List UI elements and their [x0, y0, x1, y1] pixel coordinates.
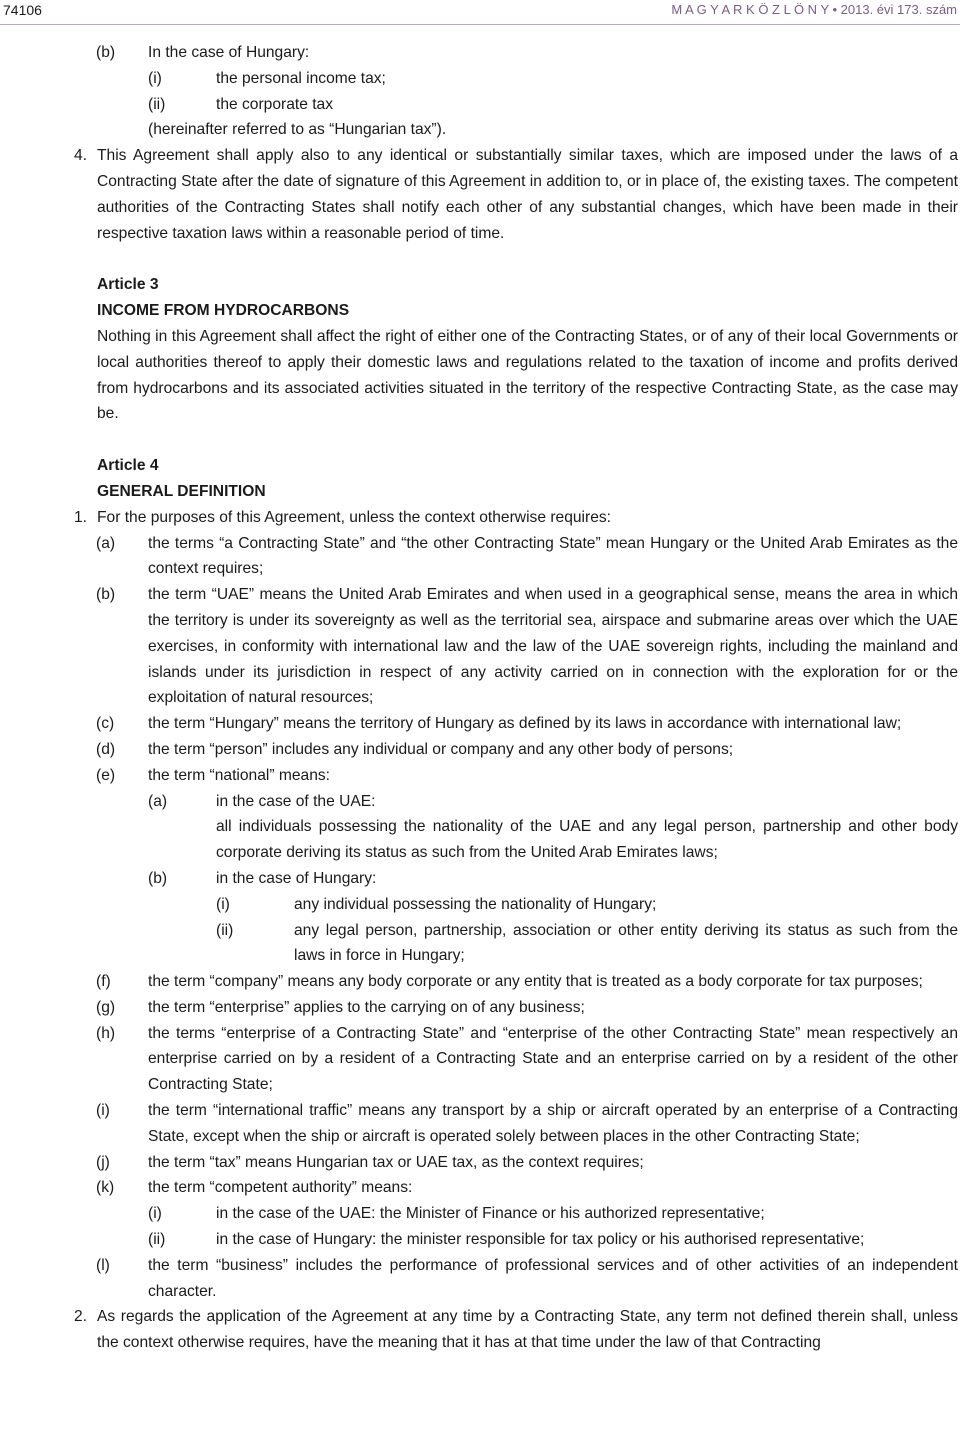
- definition-k: (k) the term “competent authority” means:: [96, 1179, 413, 1197]
- definition-e-b-ii: (ii) any legal person, partnership, association or other entity deriving its status as such from the laws in force in Hungary;: [216, 921, 958, 965]
- paragraph-4: 4. This Agreement shall apply also to any identical or substantially similar taxes, which are imposed under the laws of a Contracting State after the date of signature of this Agreement in addition to, or in place of, the existing taxes. The competent authorities of the Contracting States shall notify each other of any substantial changes, which have been made in their respective taxation laws within a reasonable period of time.: [74, 147, 958, 242]
- definition-d: (d) the term “person” includes any individual or company and any other body of persons;: [96, 740, 734, 758]
- list-item-closing: (hereinafter referred to as “Hungarian tax”).: [148, 121, 447, 139]
- definition-k-i: (i) in the case of the UAE: the Minister of Finance or his authorized representative;: [148, 1205, 765, 1223]
- article-4-number: Article 4: [97, 457, 159, 475]
- definition-b: (b) the term “UAE” means the United Arab Emirates and when used in a geographical sense, means the area in which the territory is under its sovereignty as well as the territorial sea, airspace and submarine areas over which the UAE exercises, in conformity with international law and the law of the UAE sovereign rights, including the mainland and islands under its jurisdiction in respect of any activity carried on in connection with the exploration for or the exploitation of natural resources;: [96, 586, 958, 707]
- article-3-number: Article 3: [97, 276, 159, 294]
- list-item-b: (b) In the case of Hungary:: [96, 44, 310, 61]
- definition-e-b-i: (i) any individual possessing the nationality of Hungary;: [216, 895, 657, 913]
- definition-k-ii: (ii) in the case of Hungary: the minister responsible for tax policy or his authorised representative;: [148, 1231, 865, 1249]
- article-4-paragraph-2: 2. As regards the application of the Agreement at any time by a Contracting State, any term not defined therein shall, unless the context otherwise requires, have the meaning that it has at that time under the law of that Contracting: [74, 1308, 958, 1352]
- definition-f: (f) the term “company” means any body corporate or any entity that is treated as a body corporate for tax purposes;: [96, 973, 923, 991]
- list-subitem-i: (i) the personal income tax;: [148, 69, 386, 87]
- definition-e-b: (b) in the case of Hungary:: [148, 869, 377, 887]
- definition-e: (e) the term “national” means:: [96, 766, 331, 784]
- definition-c: (c) the term “Hungary” means the territory of Hungary as defined by its laws in accordance with international law;: [96, 715, 902, 733]
- document-body: [68, 40, 958, 1356]
- page-number: 74106: [3, 2, 42, 18]
- definition-i: (i) the term “international traffic” means any transport by a ship or aircraft operated by an enterprise of a Contracting State, except when the ship or aircraft is operated solely between places in the other Contracting State;: [96, 1102, 958, 1145]
- journal-title: M A G Y A R K Ö Z L Ö N Y • 2013. évi 173. szám: [671, 2, 957, 17]
- definition-h: (h) the terms “enterprise of a Contracting State” and “enterprise of the other Contracting State” mean respectively an enterprise carried on by a resident of a Contracting State and an enterprise carried on by a resident of the other Contracting State;: [96, 1024, 958, 1094]
- header-rule: [0, 24, 960, 25]
- article-3-text: Nothing in this Agreement shall affect the right of either one of the Contracting States, or of any of their local Governments or local authorities thereof to apply their domestic laws and regulations related to the taxation of income and profits derived from hydrocarbons and its associated activities situated in the territory of the respective Contracting State, as the case may be.: [97, 327, 958, 423]
- definition-l: (l) the term “business” includes the performance of professional services and of other activities of an independent character.: [96, 1256, 958, 1300]
- list-subitem-ii: (ii) the corporate tax: [148, 95, 334, 113]
- definition-g: (g) the term “enterprise” applies to the carrying on of any business;: [96, 998, 585, 1016]
- definition-e-a-continuation: all individuals possessing the nationality of the UAE and any legal person, partnership and other body corporate deriving its status as such from the United Arab Emirates laws;: [216, 818, 958, 862]
- article-3-title: INCOME FROM HYDROCARBONS: [97, 302, 350, 320]
- definition-j: (j) the term “tax” means Hungarian tax or UAE tax, as the context requires;: [96, 1153, 644, 1171]
- definition-a: (a) the terms “a Contracting State” and “the other Contracting State” mean Hungary or the United Arab Emirates as the context requires;: [96, 534, 958, 578]
- article-4-title: GENERAL DEFINITION: [97, 482, 266, 500]
- page-header: [0, 0, 960, 24]
- definition-e-a: (a) in the case of the UAE:: [148, 792, 376, 810]
- article-4-paragraph-1: 1. For the purposes of this Agreement, unless the context otherwise requires:: [74, 508, 611, 526]
